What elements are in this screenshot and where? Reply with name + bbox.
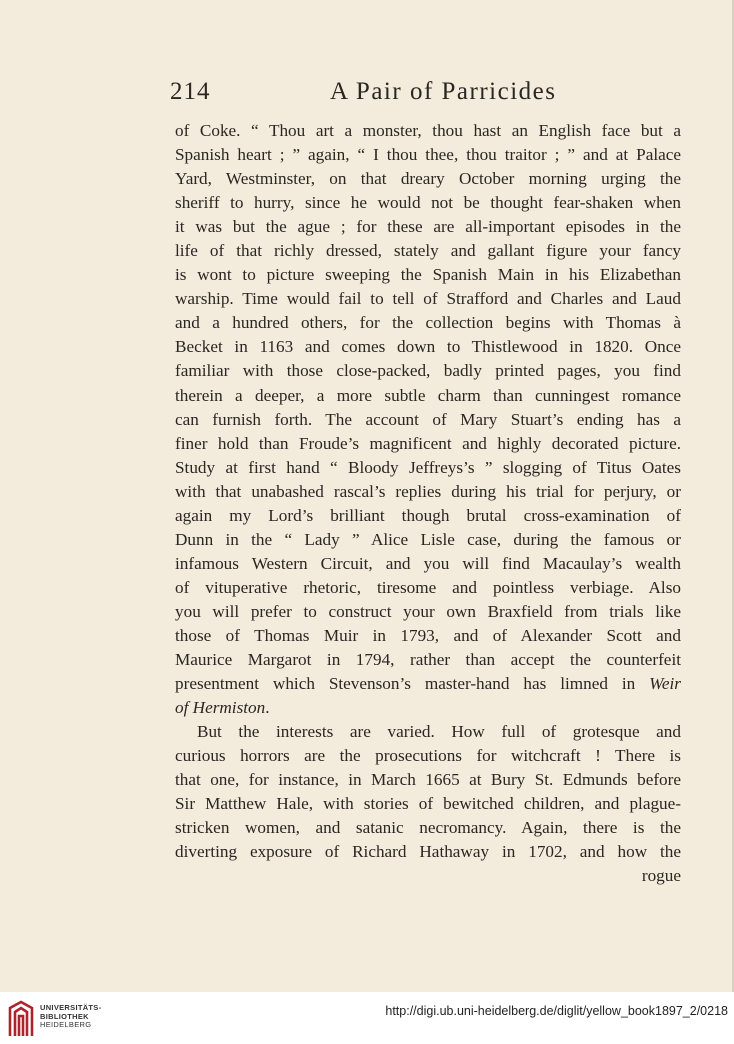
university-library-logo-icon <box>6 1000 36 1038</box>
logo-stroke-middle <box>15 1008 27 1036</box>
text-line: finer hold than Froude’s magnificent and highly decorated picture. <box>175 433 681 453</box>
text-line: is wont to picture sweeping the Spanish Main in his Elizabethan <box>175 265 681 285</box>
text-line: stricken women, and satanic necromancy. Again, there is the <box>175 818 681 838</box>
text-line: Study at first hand “ Bloody Jeffreys’s ” slogging of Titus Oates <box>175 457 681 477</box>
text-line: But the interests are varied. How full of grotesque and <box>197 722 681 742</box>
title-period: . <box>265 698 270 718</box>
text-line: Maurice Margarot in 1794, rather than accept the counterfeit <box>175 650 681 670</box>
text-line: Dunn in the “ Lady ” Alice Lisle case, during the famous or <box>175 529 681 549</box>
text-line: Spanish heart ; ” again, “ I thou thee, thou traitor ; ” and at Palace <box>175 145 681 165</box>
italic-title-weir: Weir <box>649 674 681 694</box>
running-title: A Pair of Parricides <box>330 78 557 105</box>
text-line: that one, for instance, in March 1665 at Bury St. Edmunds before <box>175 770 681 790</box>
italic-title-hermiston: of Hermiston <box>175 698 266 718</box>
text-line: you will prefer to construct your own Braxfield from trials like <box>175 601 681 621</box>
text-line: Yard, Westminster, on that dreary October morning urging the <box>175 169 681 189</box>
text-line: sheriff to hurry, since he would not be thought fear-shaken when <box>175 193 681 213</box>
library-name <box>40 1004 101 1030</box>
text-line-title-end <box>175 696 681 720</box>
text-line: and a hundred others, for the collection begins with Thomas à <box>175 313 681 333</box>
page-footer <box>0 992 734 1044</box>
body-text <box>175 119 681 889</box>
text-line: life of that richly dressed, stately and gallant figure your fancy <box>175 241 681 261</box>
text-line: Becket in 1163 and comes down to Thistlewood in 1820. Once <box>175 337 681 357</box>
source-url-link[interactable]: http://digi.ub.uni-heidelberg.de/diglit/yellow_book1897_2/0218 <box>385 1004 728 1018</box>
text-line: of vituperative rhetoric, tiresome and pointless verbiage. Also <box>175 577 681 597</box>
text-line: warship. Time would fail to tell of Strafford and Charles and Laud <box>175 289 681 309</box>
text-line-lead: presentment which Stevenson’s master-hand has limned in <box>175 674 636 694</box>
text-line: with that unabashed rascal’s replies during his trial for perjury, or <box>175 481 681 501</box>
page-number: 214 <box>170 78 211 105</box>
page-header <box>170 78 680 114</box>
catchword: rogue <box>641 866 681 886</box>
library-name-line1: UNIVERSITÄTS- <box>40 1003 102 1012</box>
text-line-with-title <box>175 672 681 696</box>
text-line: curious horrors are the prosecutions for witchcraft ! There is <box>175 746 681 766</box>
text-line: therein a deeper, a more subtle charm than cunningest romance <box>175 385 681 405</box>
text-line: Sir Matthew Hale, with stories of bewitched children, and plague- <box>175 794 681 814</box>
library-name-line3: HEIDELBERG <box>40 1020 92 1030</box>
library-name-line2: BIBLIOTHEK <box>40 1011 89 1021</box>
text-line: infamous Western Circuit, and you will find Macaulay’s wealth <box>175 553 681 573</box>
text-line: of Coke. “ Thou art a monster, thou hast an English face but a <box>175 121 681 140</box>
text-line: again my Lord’s brilliant though brutal cross-examination of <box>175 505 681 525</box>
logo-stroke-inner <box>19 1016 23 1036</box>
text-line: can furnish forth. The account of Mary Stuart’s ending has a <box>175 409 681 429</box>
text-line: those of Thomas Muir in 1793, and of Alexander Scott and <box>175 625 681 645</box>
text-line: diverting exposure of Richard Hathaway in 1702, and how the <box>175 842 681 862</box>
text-line: familiar with those close-packed, badly printed pages, you find <box>175 361 681 381</box>
text-line: it was but the ague ; for these are all-important episodes in the <box>175 217 681 237</box>
